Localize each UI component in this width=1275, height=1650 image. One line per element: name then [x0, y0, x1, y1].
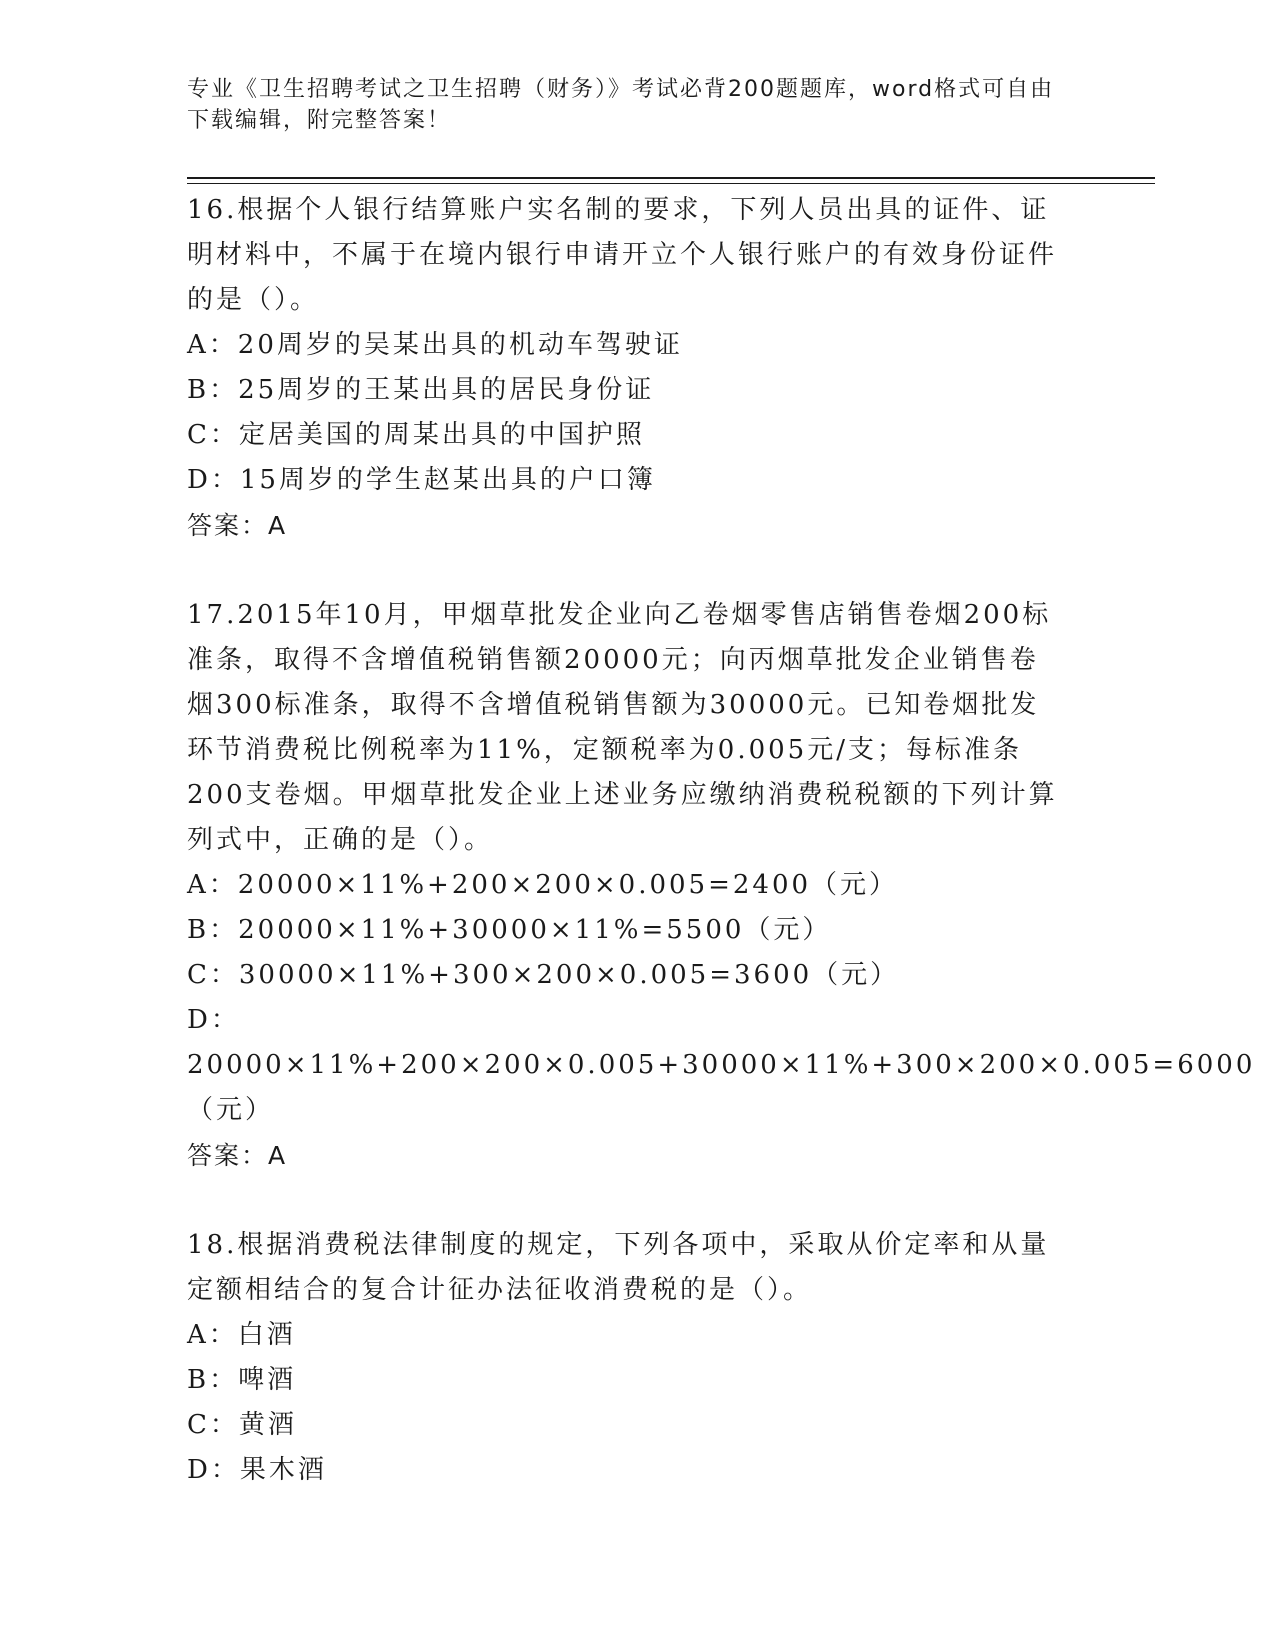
question-text: 16.根据个人银行结算账户实名制的要求，下列人员出具的证件、证明材料中，不属于在境内银行申请开立个人银行账户的有效身份证件的是（）。 — [187, 195, 1058, 315]
answer-label: 答案：A — [187, 511, 288, 540]
option-c: C：30000×11%+300×200×0.005=3600（元） — [187, 960, 900, 990]
option-a: A：20000×11%+200×200×0.005=2400（元） — [187, 870, 899, 900]
option-b: B：25周岁的王某出具的居民身份证 — [187, 375, 655, 405]
header-divider-thin — [187, 183, 1155, 184]
question-17 — [187, 593, 1256, 1178]
option-d: D：果木酒 — [187, 1455, 327, 1485]
option-c: C：黄酒 — [187, 1410, 297, 1440]
page-header: 专业《卫生招聘考试之卫生招聘（财务）》考试必背200题题库，word格式可自由下载编辑，附完整答案！ — [187, 77, 1055, 133]
option-b: B：20000×11%+30000×11%=5500（元） — [187, 915, 832, 945]
option-a: A：白酒 — [187, 1320, 296, 1350]
header-divider-thick — [187, 177, 1155, 179]
option-c: C：定居美国的周某出具的中国护照 — [187, 420, 645, 450]
question-18 — [187, 1223, 1087, 1493]
option-d: D：20000×11%+200×200×0.005+30000×11%+300×200×0.005=6000（元） — [187, 1005, 1256, 1125]
option-a: A：20周岁的吴某出具的机动车驾驶证 — [187, 330, 683, 360]
question-text: 18.根据消费税法律制度的规定，下列各项中，采取从价定率和从量定额相结合的复合计征办法征收消费税的是（）。 — [187, 1230, 1050, 1305]
answer-label: 答案：A — [187, 1141, 288, 1170]
question-list — [187, 188, 1256, 1493]
option-b: B：啤酒 — [187, 1365, 297, 1395]
option-d: D：15周岁的学生赵某出具的户口簿 — [187, 465, 656, 495]
question-16 — [187, 188, 1087, 548]
question-text: 17.2015年10月，甲烟草批发企业向乙卷烟零售店销售卷烟200标准条，取得不含增值税销售额20000元；向丙烟草批发企业销售卷烟300标准条，取得不含增值税销售额为30000元。已知卷烟批发环节消费税比例税率为11%，定额税率为0.005元/支；每标准条200支卷烟。甲烟草批发企业上述业务应缴纳消费税税额的下列计算列式中，正确的是（）。 — [187, 600, 1058, 855]
